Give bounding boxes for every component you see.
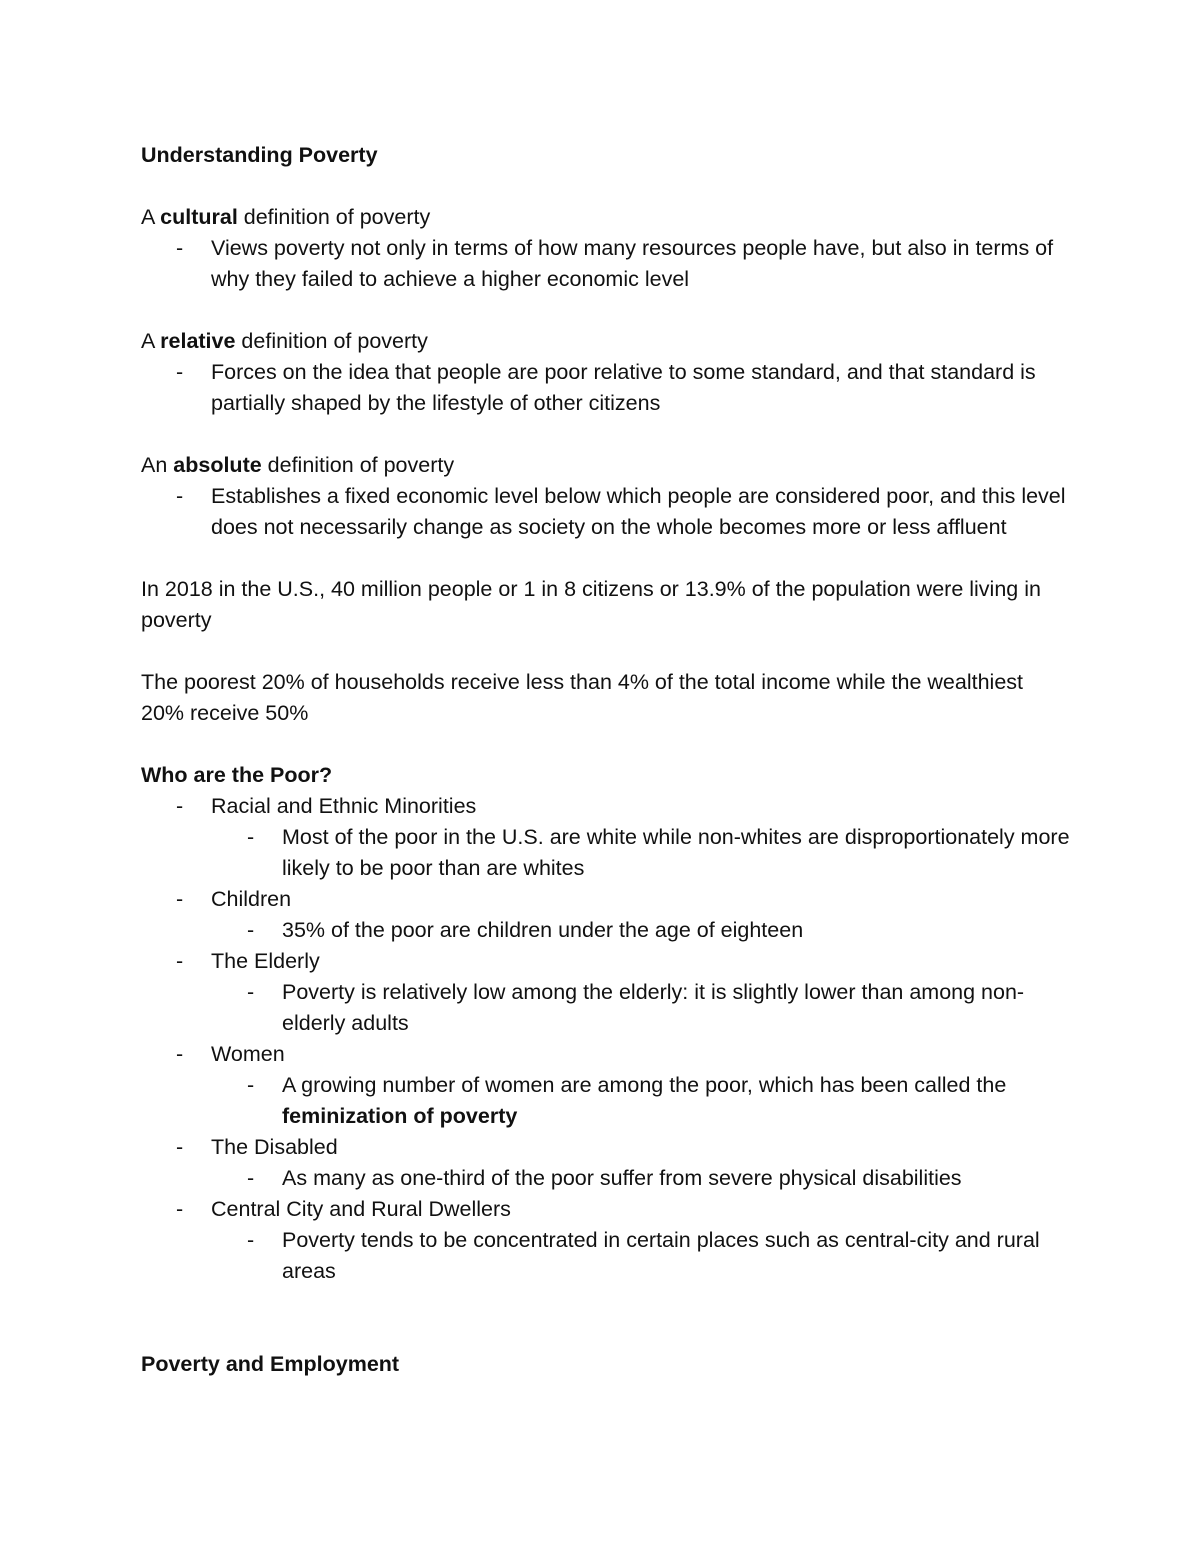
definition-relative-heading: A relative definition of poverty — [141, 329, 428, 353]
bullet-dash: - — [176, 1135, 184, 1159]
bullet-dash: - — [176, 484, 184, 508]
list-item: - 35% of the poor are children under the age of eighteen — [141, 915, 1071, 946]
definition-cultural-heading: A cultural definition of poverty — [141, 205, 431, 229]
term-cultural: cultural — [160, 205, 238, 229]
bullet-dash: - — [176, 887, 184, 911]
list-item: - Central City and Rural Dwellers — [141, 1194, 1071, 1225]
bullet-dash: - — [176, 360, 184, 384]
bullet-dash: - — [247, 1228, 255, 1252]
list-item: - Views poverty not only in terms of how many resources people have, but also in terms of why they failed to achieve a higher economic level — [141, 233, 1071, 295]
list-item: - Women — [141, 1039, 1071, 1070]
statistic-paragraph-income: The poorest 20% of households receive less than 4% of the total income while the wealthiest 20% receive 50% — [141, 670, 1024, 725]
term-feminization-of-poverty: feminization of poverty — [282, 1104, 518, 1128]
list-item: - As many as one-third of the poor suffer from severe physical disabilities — [141, 1163, 1071, 1194]
term-absolute: absolute — [173, 453, 262, 477]
definition-absolute-list — [141, 481, 1071, 543]
list-item: - Forces on the idea that people are poor relative to some standard, and that standard is partially shaped by the lifestyle of other citizens — [141, 357, 1071, 419]
definition-absolute-heading: An absolute definition of poverty — [141, 453, 455, 477]
bullet-dash: - — [247, 825, 255, 849]
list-item: - Poverty tends to be concentrated in certain places such as central-city and rural areas — [141, 1225, 1071, 1287]
definition-cultural-list — [141, 233, 1071, 295]
bullet-dash: - — [247, 980, 255, 1004]
list-item: - A growing number of women are among the poor, which has been called the feminization of poverty — [141, 1070, 1071, 1132]
list-item: - Most of the poor in the U.S. are white while non-whites are disproportionately more likely to be poor than are whites — [141, 822, 1071, 884]
document-body — [141, 140, 1071, 1380]
poor-groups-list — [141, 791, 1071, 1287]
term-relative: relative — [160, 329, 236, 353]
bullet-dash: - — [247, 1073, 255, 1097]
statistic-paragraph-population: In 2018 in the U.S., 40 million people or 1 in 8 citizens or 13.9% of the population were living in poverty — [141, 577, 1041, 632]
section-heading-who-are-poor: Who are the Poor? — [141, 763, 333, 787]
list-item: - Children — [141, 884, 1071, 915]
bullet-dash: - — [247, 1166, 255, 1190]
bullet-dash: - — [176, 1042, 184, 1066]
list-item: - Racial and Ethnic Minorities — [141, 791, 1071, 822]
definition-relative-list — [141, 357, 1071, 419]
list-item: - Establishes a fixed economic level below which people are considered poor, and this level does not necessarily change as society on the whole becomes more or less affluent — [141, 481, 1071, 543]
bullet-dash: - — [176, 794, 184, 818]
page-title: Understanding Poverty — [141, 143, 378, 167]
bullet-dash: - — [176, 949, 184, 973]
bullet-dash: - — [176, 1197, 184, 1221]
list-item: - The Elderly — [141, 946, 1071, 977]
bullet-dash: - — [176, 236, 184, 260]
bullet-dash: - — [247, 918, 255, 942]
list-item: - Poverty is relatively low among the elderly: it is slightly lower than among non-elderly adults — [141, 977, 1071, 1039]
section-heading-poverty-employment: Poverty and Employment — [141, 1352, 400, 1376]
list-item: - The Disabled — [141, 1132, 1071, 1163]
